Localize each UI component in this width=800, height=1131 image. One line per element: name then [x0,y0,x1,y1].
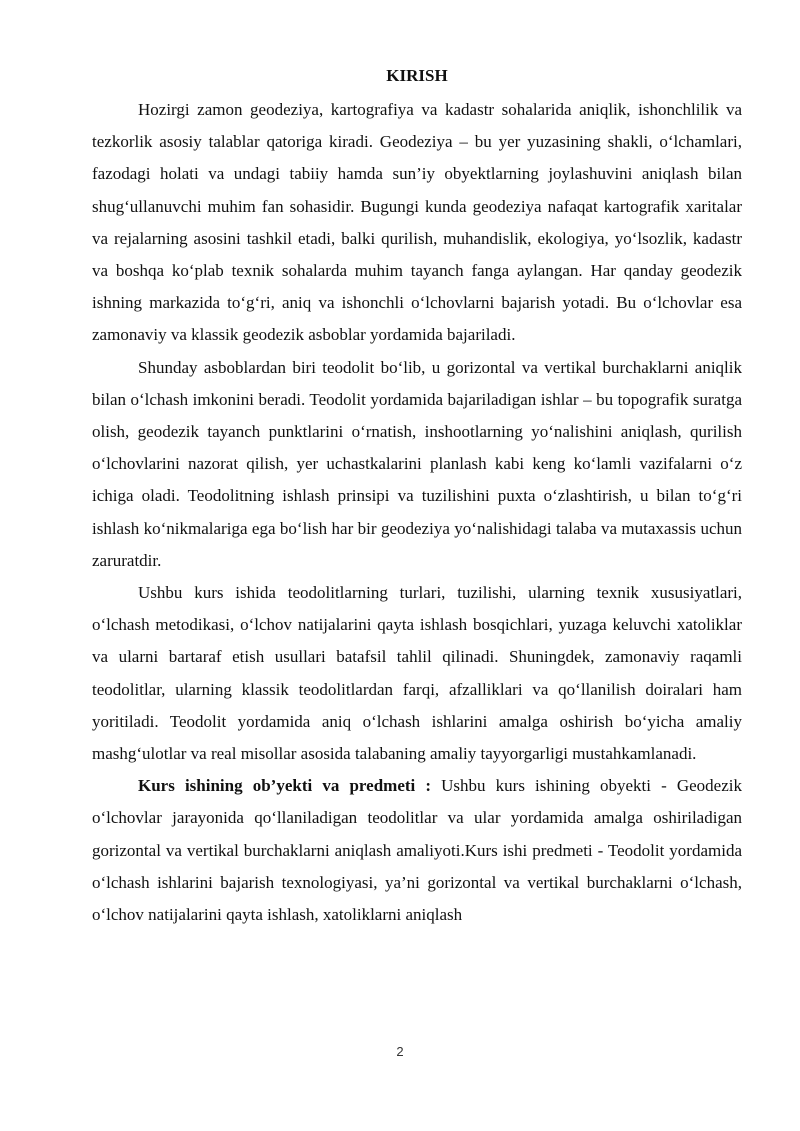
paragraph-object-subject [92,770,742,931]
paragraph-text: Hozirgi zamon geodeziya, kartografiya va kadastr sohalarida aniqlik, ishonchlilik va tezkorlik asosiy talablar qatoriga kiradi. Geodeziya – bu yer yuzasining shakli, o‘lchamlari, fazodagi holati va undagi tabiiy hamda sun’iy obyektlarning joylashuvini aniqlash bilan shug‘ullanuvchi muhim fan sohasidir. Bugungi kunda geodeziya nafaqat kartografik xaritalar va rejalarning asosini tashkil etadi, balki qurilish, muhandislik, ekologiya, yo‘lsozlik, kadastr va boshqa ko‘plab texnik sohalarda muhim tayanch fanga aylangan. Har qanday geodezik ishning markazida to‘g‘ri, aniq va ishonchli o‘lchovlarni bajarish yotadi. Bu o‘lchovlar esa zamonaviy va klassik geodezik asboblar yordamida bajariladi. [92,100,742,345]
paragraph-intro [92,94,742,352]
document-page [92,64,742,931]
paragraph-text: Shunday asboblardan biri teodolit bo‘lib, u gorizontal va vertikal burchaklarni aniqlik bilan o‘lchash imkonini beradi. Teodolit yordamida bajariladigan ishlar – bu topografik suratga olish, geodezik tayanch punktlarini o‘rnatish, inshootlarning yo‘nalishini aniqlash, qurilish o‘lchovlarini nazorat qilish, yer uchastkalarini planlash kabi keng ko‘lamli vazifalarni o‘z ichiga oladi. Teodolitning ishlash prinsipi va tuzilishini puxta o‘zlashtirish, u bilan to‘g‘ri ishlash ko‘nikmalariga ega bo‘lish har bir geodeziya yo‘nalishidagi talaba va mutaxassis uchun zaruratdir. [92,357,742,570]
section-title: KIRISH [386,66,448,85]
paragraph-text: Ushbu kurs ishida teodolitlarning turlari, tuzilishi, ularning texnik xususiyatlari, o‘lchash metodikasi, o‘lchov natijalarini qayta ishlash bosqichlari, yuzaga keluvchi xatoliklar va ularni bartaraf etish usullari batafsil tahlil qilinadi. Shuningdek, zamonaviy raqamli teodolitlar, ularning klassik teodolitlardan farqi, afzalliklari va qo‘llanilish doiralari ham yoritiladi. Teodolit yordamida aniq o‘lchash ishlarini amalga oshirish bo‘yicha amaliy mashg‘ulotlar va real misollar asosida talabaning amaliy tayyorgarligi mustahkamlanadi. [92,583,742,764]
paragraph-lead: Kurs ishining ob’yekti va predmeti : [138,776,432,796]
paragraph-teodolit [92,352,742,577]
page-number: 2 [396,1044,404,1059]
paragraph-text: Ushbu kurs ishining obyekti - Geodezik o‘lchovlar jarayonida qo‘llaniladigan teodolitlar va ular yordamida amalga oshiriladigan gorizontal va vertikal burchaklarni aniqlash amaliyoti.Kurs ishi predmeti - Teodolit yordamida o‘lchash ishlarini bajarish texnologiyasi, ya’ni gorizontal va vertikal burchaklarni o‘lchash, o‘lchov natijalarini qayta ishlash, xatoliklarni aniqlash [92,776,742,925]
paragraph-course-work [92,577,742,770]
